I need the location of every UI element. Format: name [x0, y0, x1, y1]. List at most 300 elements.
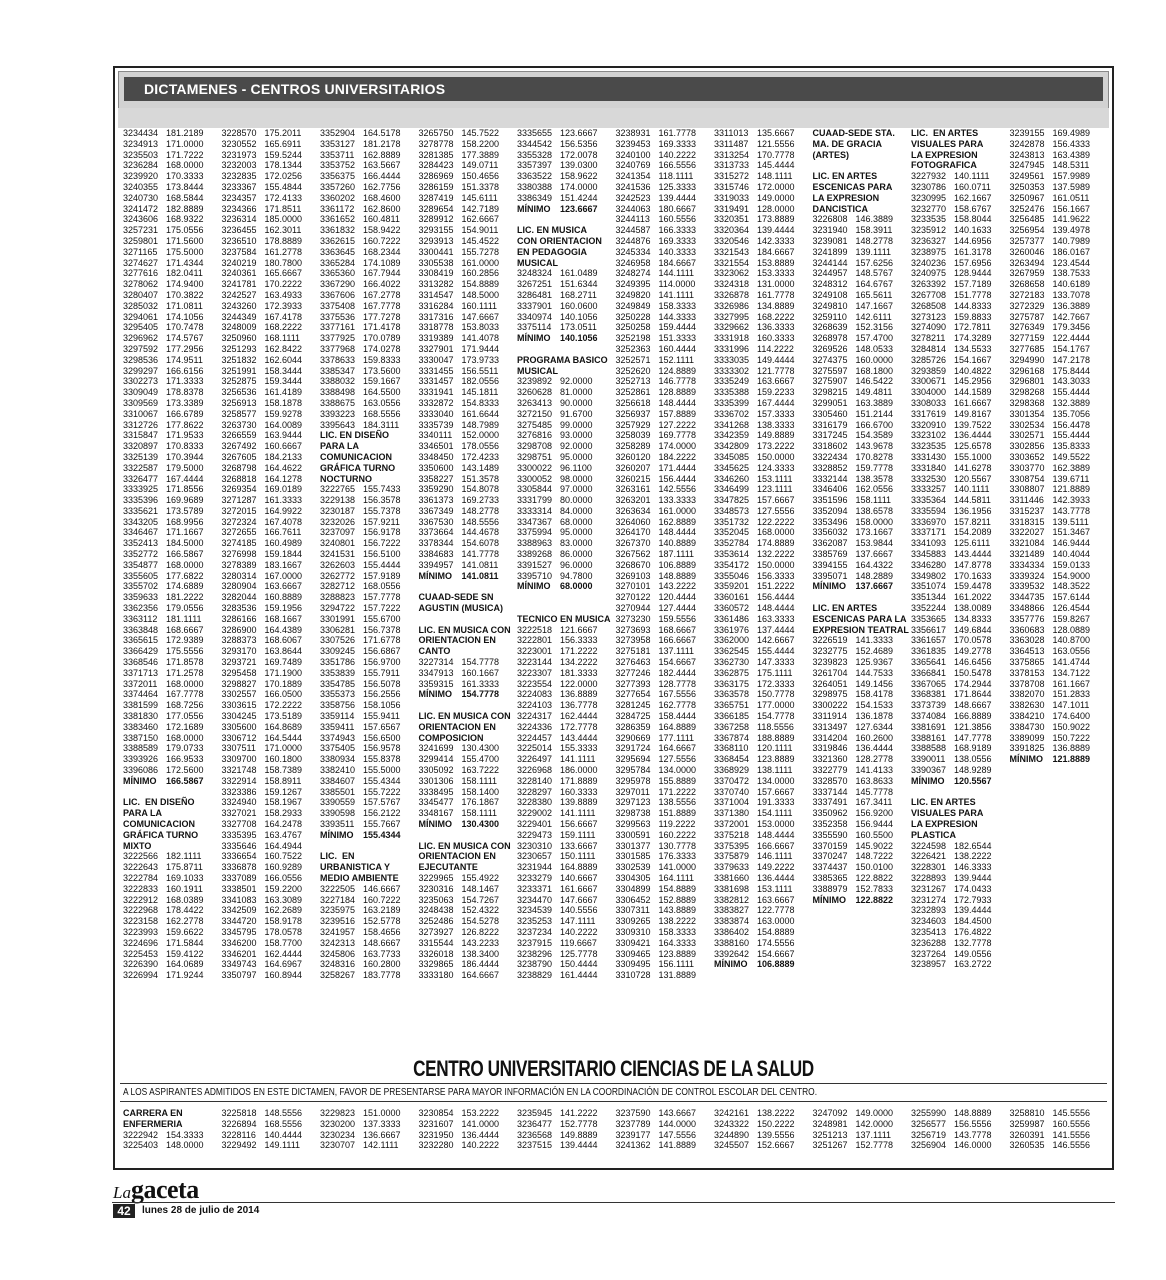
- score: 147.1667: [855, 300, 894, 311]
- row-label: COMPOSICION: [418, 732, 484, 743]
- score: 160.2800: [363, 959, 401, 970]
- applicant-code: 3238790: [517, 959, 553, 970]
- result-row: [714, 571, 809, 582]
- result-row: [1010, 474, 1105, 485]
- score: 172.3333: [757, 678, 795, 689]
- applicant-code: 3362087: [812, 538, 848, 549]
- score: 140.1111: [954, 484, 990, 495]
- program-heading: [517, 236, 612, 247]
- result-row: [1010, 635, 1105, 646]
- score: 159.8833: [954, 311, 992, 322]
- applicant-code: 3235253: [517, 916, 553, 927]
- applicant-code: 3359411: [320, 721, 355, 732]
- applicant-code: 3268818: [221, 473, 257, 484]
- result-row: [419, 182, 514, 193]
- applicant-code: 3258810: [1009, 1108, 1045, 1118]
- score: 156.4444: [658, 473, 697, 484]
- result-row: [320, 787, 415, 798]
- result-row: [714, 160, 809, 171]
- result-row: [813, 506, 908, 517]
- score: 177.0556: [166, 711, 204, 722]
- score: 176.4822: [954, 926, 992, 937]
- applicant-code: 3363848: [123, 624, 159, 635]
- applicant-code: 3248312: [812, 279, 848, 290]
- applicant-code: 3295458: [221, 667, 257, 678]
- result-row: [1010, 646, 1105, 657]
- applicant-code: 3226808: [812, 214, 848, 225]
- result-row: [320, 916, 415, 927]
- applicant-code: 3366429: [123, 646, 159, 657]
- applicant-code: 3241899: [812, 246, 848, 257]
- score: 186.0000: [560, 765, 598, 776]
- score: 174.8889: [757, 538, 795, 549]
- applicant-code: 3240975: [911, 268, 947, 279]
- result-row: [714, 258, 809, 269]
- score: 139.5556: [757, 1129, 795, 1140]
- result-row: [616, 517, 711, 528]
- score: 94.7800: [560, 570, 593, 581]
- score: 168.0389: [166, 894, 204, 905]
- applicant-code: 3274090: [911, 322, 947, 333]
- program-heading: [419, 711, 514, 722]
- row-label: COMUNICACION: [320, 451, 392, 462]
- score: 148.5000: [461, 289, 500, 300]
- applicant-code: 3232003: [221, 160, 257, 171]
- result-row: [813, 657, 908, 668]
- result-row: [123, 711, 218, 722]
- result-row: [616, 268, 711, 279]
- result-row: [813, 355, 908, 366]
- applicant-code: 3371004: [714, 797, 750, 808]
- applicant-code: 3232775: [812, 646, 848, 657]
- applicant-code: 3223307: [517, 667, 553, 678]
- result-row: [1010, 668, 1105, 679]
- result-row: [419, 916, 514, 927]
- result-row: [320, 1119, 415, 1130]
- applicant-code: 3355373: [320, 689, 356, 700]
- score: 149.0711: [461, 160, 499, 171]
- applicant-code: 3243260: [221, 300, 257, 311]
- applicant-code: 3306712: [221, 732, 257, 743]
- score: 170.8333: [166, 441, 204, 452]
- spacer: [517, 214, 612, 225]
- score: 168.2222: [264, 322, 303, 333]
- applicant-code: 3294061: [123, 311, 159, 322]
- minimum-score-row: [517, 204, 612, 215]
- applicant-code: 3240219: [221, 257, 257, 268]
- result-row: [320, 581, 415, 592]
- result-row: [222, 959, 317, 970]
- score: 156.7378: [363, 624, 401, 635]
- score: 191.3333: [757, 797, 795, 808]
- applicant-code: 3365284: [320, 257, 356, 268]
- score: 155.4444: [1052, 387, 1091, 398]
- applicant-code: 3347367: [517, 516, 553, 527]
- result-row: [517, 851, 612, 862]
- applicant-code: 3299297: [123, 365, 159, 376]
- applicant-code: 3362000: [714, 635, 750, 646]
- score: 173.3389: [166, 397, 204, 408]
- result-row: [123, 344, 218, 355]
- score: 136.3333: [757, 322, 795, 333]
- applicant-code: 3336878: [221, 862, 257, 873]
- result-row: [616, 452, 711, 463]
- result-row: [714, 938, 809, 949]
- applicant-code: 3335364: [911, 495, 947, 506]
- score: 161.6644: [461, 408, 500, 419]
- applicant-code: 3385769: [812, 549, 848, 560]
- result-row: [419, 171, 514, 182]
- applicant-code: 3321360: [812, 754, 848, 765]
- score: 95.0000: [560, 527, 593, 538]
- applicant-code: 3393223: [320, 408, 356, 419]
- applicant-code: 3261704: [812, 667, 848, 678]
- result-row: [123, 657, 218, 668]
- applicant-code: 3341093: [911, 538, 947, 549]
- applicant-code: 3326986: [714, 300, 750, 311]
- score: 168.1800: [855, 365, 894, 376]
- score: 162.2778: [166, 916, 204, 927]
- applicant-code: 3366185: [714, 711, 750, 722]
- score: 167.7778: [363, 300, 401, 311]
- score: 158.1111: [461, 775, 498, 786]
- result-row: [911, 452, 1006, 463]
- score: 174.1056: [166, 311, 204, 322]
- result-row: [714, 592, 809, 603]
- applicant-code: 3236510: [221, 235, 257, 246]
- applicant-code: 3331430: [911, 451, 947, 462]
- score: 149.0000: [757, 192, 795, 203]
- score: 92.0000: [560, 376, 593, 387]
- result-row: [813, 312, 908, 323]
- applicant-code: 3352904: [320, 128, 356, 138]
- result-row: [1010, 193, 1105, 204]
- result-row: [911, 927, 1006, 938]
- score: 160.0711: [954, 181, 991, 192]
- result-row: [616, 484, 711, 495]
- score: 166.0556: [264, 872, 303, 883]
- score: 160.5556: [1052, 1118, 1091, 1129]
- row-label: PARA LA: [320, 441, 359, 452]
- result-row: [714, 668, 809, 679]
- score: 143.1489: [461, 462, 500, 473]
- result-row: [419, 970, 514, 981]
- result-row: [123, 603, 218, 614]
- result-row: [222, 743, 317, 754]
- applicant-code: 3241536: [615, 181, 651, 192]
- applicant-code: 3280314: [221, 570, 257, 581]
- score: 158.1111: [855, 495, 892, 506]
- applicant-code: 3345085: [714, 451, 750, 462]
- score: 174.0000: [560, 181, 598, 192]
- applicant-code: 3270122: [615, 592, 651, 603]
- applicant-code: 3247945: [1009, 160, 1045, 171]
- spacer: [517, 592, 612, 603]
- row-label: MUSICAL: [517, 365, 558, 376]
- result-row: [911, 614, 1006, 625]
- score: 114.0000: [658, 279, 696, 290]
- score: 163.0556: [1052, 646, 1091, 657]
- result-row: [123, 312, 218, 323]
- score: 158.1056: [363, 700, 401, 711]
- score: 167.0000: [264, 570, 303, 581]
- result-row: [222, 484, 317, 495]
- result-row: [222, 905, 317, 916]
- applicant-code: 3252363: [615, 343, 651, 354]
- result-row: [714, 797, 809, 808]
- score: 125.6578: [954, 441, 992, 452]
- program-heading: [320, 430, 415, 441]
- score: 161.7778: [658, 128, 697, 138]
- result-row: [616, 1119, 711, 1130]
- score: 173.5789: [166, 505, 204, 516]
- applicant-code: 3352784: [714, 538, 750, 549]
- applicant-code: 3315746: [714, 181, 750, 192]
- score: 99.0000: [560, 419, 593, 430]
- applicant-code: 3372001: [714, 819, 750, 829]
- score: 122.8822: [855, 872, 894, 883]
- applicant-code: 3355046: [714, 570, 750, 581]
- score: 169.4989: [1052, 128, 1091, 138]
- applicant-code: 3263392: [911, 279, 947, 290]
- result-row: [419, 873, 514, 884]
- score: 127.4444: [658, 603, 697, 614]
- applicant-code: 3353614: [714, 549, 750, 560]
- score: 114.2222: [757, 343, 794, 354]
- result-row: [813, 862, 908, 873]
- score: 147.5556: [658, 1129, 697, 1140]
- applicant-code: 3249849: [615, 300, 651, 311]
- applicant-code: 3291724: [615, 743, 651, 754]
- result-row: [517, 301, 612, 312]
- result-row: [911, 733, 1006, 744]
- program-heading: [419, 841, 514, 852]
- score: 141.4078: [461, 333, 500, 344]
- score: 161.7778: [757, 289, 795, 300]
- applicant-code: 3241957: [320, 926, 356, 937]
- result-row: [813, 495, 908, 506]
- result-row: [1010, 139, 1105, 150]
- score: 159.6622: [166, 926, 204, 937]
- applicant-code: 3238931: [615, 128, 651, 138]
- score: 123.6667: [560, 128, 598, 138]
- score: 151.3378: [461, 181, 500, 192]
- result-row: [714, 754, 809, 765]
- result-row: [222, 873, 317, 884]
- result-row: [616, 322, 711, 333]
- score: 172.0256: [264, 171, 303, 182]
- score: 171.9533: [166, 430, 204, 441]
- result-row: [222, 1140, 317, 1151]
- result-row: [1010, 279, 1105, 290]
- score: 150.0000: [757, 451, 795, 462]
- score: 162.7756: [363, 181, 401, 192]
- result-row: [714, 398, 809, 409]
- applicant-code: 3256954: [1009, 225, 1045, 236]
- applicant-code: 3335594: [911, 505, 947, 516]
- applicant-code: 3295978: [615, 775, 651, 786]
- applicant-code: 3244876: [615, 235, 651, 246]
- score: 151.3467: [1052, 527, 1091, 538]
- result-row: [123, 193, 218, 204]
- row-label: CANTO: [418, 646, 451, 657]
- program-heading: [813, 625, 908, 636]
- applicant-code: 3258577: [221, 408, 257, 419]
- applicant-code: 3381698: [714, 883, 750, 894]
- score: 164.5444: [264, 732, 303, 743]
- result-row: [1010, 150, 1105, 161]
- applicant-code: 3285726: [911, 354, 947, 365]
- result-row: [222, 139, 317, 150]
- score: 183.7778: [363, 970, 401, 981]
- result-row: [714, 193, 809, 204]
- program-heading: [911, 819, 1006, 830]
- score: 120.1111: [757, 743, 793, 754]
- result-row: [419, 452, 514, 463]
- result-row: [517, 430, 612, 441]
- result-row: [419, 150, 514, 161]
- score: 148.1467: [461, 883, 500, 894]
- applicant-code: 3333040: [418, 408, 454, 419]
- row-label: LA EXPRESION: [812, 192, 880, 203]
- score: 159.1844: [264, 549, 303, 560]
- result-row: [123, 398, 218, 409]
- score: 143.2233: [461, 937, 500, 948]
- result-row: [222, 193, 317, 204]
- score: 157.3333: [757, 408, 795, 419]
- applicant-code: 3371380: [714, 808, 750, 819]
- result-row: [123, 538, 218, 549]
- score: 174.1089: [363, 257, 401, 268]
- result-row: [1010, 128, 1105, 139]
- score: 158.3333: [658, 300, 697, 311]
- applicant-code: 3230200: [320, 1118, 356, 1129]
- result-row: [320, 312, 415, 323]
- applicant-code: 3374084: [911, 711, 947, 722]
- applicant-code: 3322434: [812, 451, 848, 462]
- applicant-code: 3242161: [714, 1108, 750, 1118]
- result-row: [616, 797, 711, 808]
- result-row: [1010, 743, 1105, 754]
- result-row: [320, 592, 415, 603]
- program-heading: [813, 182, 908, 193]
- spacer: [517, 603, 612, 614]
- result-row: [222, 474, 317, 485]
- score: 145.4522: [461, 235, 500, 246]
- score: 170.7778: [757, 149, 795, 160]
- result-row: [419, 938, 514, 949]
- result-row: [517, 150, 612, 161]
- applicant-code: 3346406: [812, 484, 848, 495]
- result-row: [320, 128, 415, 139]
- score: 163.5667: [363, 160, 401, 171]
- applicant-code: 3232026: [320, 516, 356, 527]
- score: 139.4444: [560, 1140, 598, 1151]
- result-row: [813, 527, 908, 538]
- result-row: [320, 938, 415, 949]
- score: 158.0000: [855, 516, 894, 527]
- applicant-code: 3326477: [123, 473, 159, 484]
- score: 148.4444: [658, 397, 697, 408]
- applicant-code: 3237584: [221, 246, 257, 257]
- score: 148.1111: [757, 171, 793, 182]
- result-row: [419, 1140, 514, 1151]
- score: 184.6667: [658, 257, 697, 268]
- score: 139.4444: [658, 192, 697, 203]
- applicant-code: 3244890: [714, 1129, 750, 1140]
- result-row: [320, 322, 415, 333]
- applicant-code: 3251832: [221, 354, 257, 365]
- result-row: [616, 689, 711, 700]
- applicant-code: 3388979: [812, 883, 848, 894]
- score: 158.9178: [264, 916, 303, 927]
- score: 150.1111: [560, 851, 596, 862]
- result-row: [419, 927, 514, 938]
- applicant-code: 3352358: [812, 819, 848, 829]
- score: 148.5556: [264, 1108, 303, 1118]
- score: 152.7778: [560, 1118, 598, 1129]
- applicant-code: 3245507: [714, 1140, 750, 1151]
- result-row: [320, 420, 415, 431]
- result-row: [1010, 333, 1105, 344]
- section-header: [118, 71, 1109, 109]
- applicant-code: 3260628: [517, 387, 553, 398]
- score: 156.3333: [757, 570, 795, 581]
- result-row: [419, 474, 514, 485]
- applicant-code: 3375218: [714, 829, 750, 840]
- applicant-code: 3277685: [1009, 343, 1045, 354]
- result-row: [813, 214, 908, 225]
- score: 156.4444: [757, 592, 795, 603]
- score: 174.6889: [166, 581, 204, 592]
- result-row: [1010, 614, 1105, 625]
- applicant-code: 3350600: [418, 462, 454, 473]
- result-row: [1010, 581, 1105, 592]
- score: 121.3856: [954, 721, 992, 732]
- score: 159.1111: [560, 829, 596, 840]
- applicant-code: 3378708: [1009, 678, 1045, 689]
- applicant-code: 3267959: [1009, 268, 1045, 279]
- result-row: [517, 171, 612, 182]
- result-row: [813, 830, 908, 841]
- minimum-score-row: [419, 689, 514, 700]
- result-row: [123, 290, 218, 301]
- result-row: [222, 366, 317, 377]
- result-row: [911, 366, 1006, 377]
- result-row: [419, 225, 514, 236]
- applicant-code: 3246958: [615, 257, 651, 268]
- applicant-code: 3262772: [320, 570, 356, 581]
- result-row: [616, 236, 711, 247]
- row-label: NOCTURNO: [320, 473, 372, 484]
- score: 141.1111: [560, 808, 596, 819]
- result-row: [813, 722, 908, 733]
- applicant-code: 3238957: [911, 959, 947, 970]
- applicant-code: 3336702: [714, 408, 750, 419]
- program-heading: [123, 1119, 218, 1130]
- score: 177.6822: [166, 570, 204, 581]
- score: 141.3333: [855, 635, 894, 646]
- score: 151.3578: [461, 473, 500, 484]
- result-row: [616, 635, 711, 646]
- score: 171.6778: [363, 635, 401, 646]
- applicant-code: 3230316: [418, 883, 454, 894]
- applicant-code: 3302557: [221, 689, 257, 700]
- result-row: [616, 614, 711, 625]
- result-row: [616, 776, 711, 787]
- result-row: [911, 527, 1006, 538]
- result-row: [616, 495, 711, 506]
